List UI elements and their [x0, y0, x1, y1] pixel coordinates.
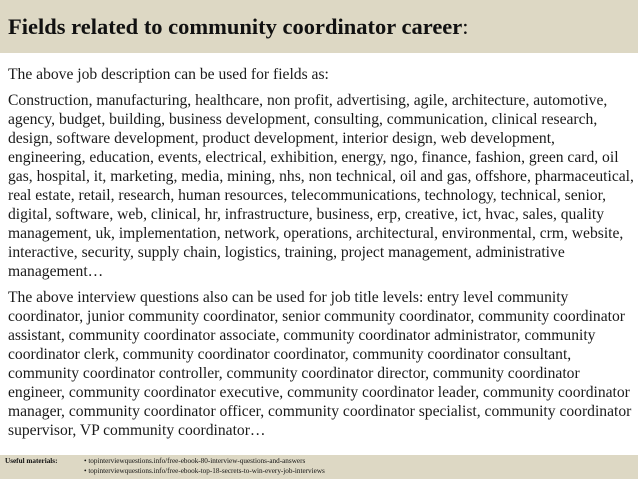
slide-title-text: Fields related to community coordinator career — [8, 14, 463, 39]
footer-link-1[interactable]: • topinterviewquestions.info/free-ebook-80-interview-questions-and-answers — [84, 457, 306, 465]
intro-text: The above job description can be used for fields as: — [8, 66, 329, 83]
footer-link-2[interactable]: • topinterviewquestions.info/free-ebook-top-18-secrets-to-win-every-job-interviews — [84, 467, 325, 475]
footer-label: Useful materials: — [5, 457, 58, 465]
slide-content — [8, 65, 634, 447]
footer-row-1 — [5, 456, 638, 466]
footer-row-2 — [5, 466, 638, 476]
footer-bar — [0, 455, 638, 479]
fields-paragraph: Construction, manufacturing, healthcare, non profit, advertising, agile, architecture, automotive, agency, budget, building, business development, consulting, communication, clinical research, design, software development, product development, interior design, web development, engineering, education, events, electrical, exhibition, energy, ngo, finance, fashion, green card, oil gas, hospital, it, marketing, media, mining, nhs, non technical, oil and gas, offshore, pharmaceutical, real estate, retail, research, human resources, telecommunications, technology, technical, senior, digital, software, web, clinical, hr, infrastructure, business, erp, creative, ict, hvac, sales, quality management, uk, implementation, network, operations, architectural, environmental, crm, website, interactive, security, supply chain, logistics, training, project management, administrative management… — [8, 92, 634, 280]
job-levels-paragraph: The above interview questions also can be used for job title levels: entry level community coordinator, junior community coordinator, senior community coordinator, community coordinator assistant, community coordinator associate, community coordinator administrator, community coordinator clerk, community coordinator coordinator, community coordinator consultant, community coordinator controller, community coordinator director, community coordinator engineer, community coordinator executive, community coordinator leader, community coordinator manager, community coordinator officer, community coordinator specialist, community coordinator supervisor, VP community coordinator… — [8, 289, 632, 439]
title-bar — [0, 0, 638, 53]
slide-title-colon: : — [462, 14, 469, 39]
slide-title — [8, 14, 630, 40]
